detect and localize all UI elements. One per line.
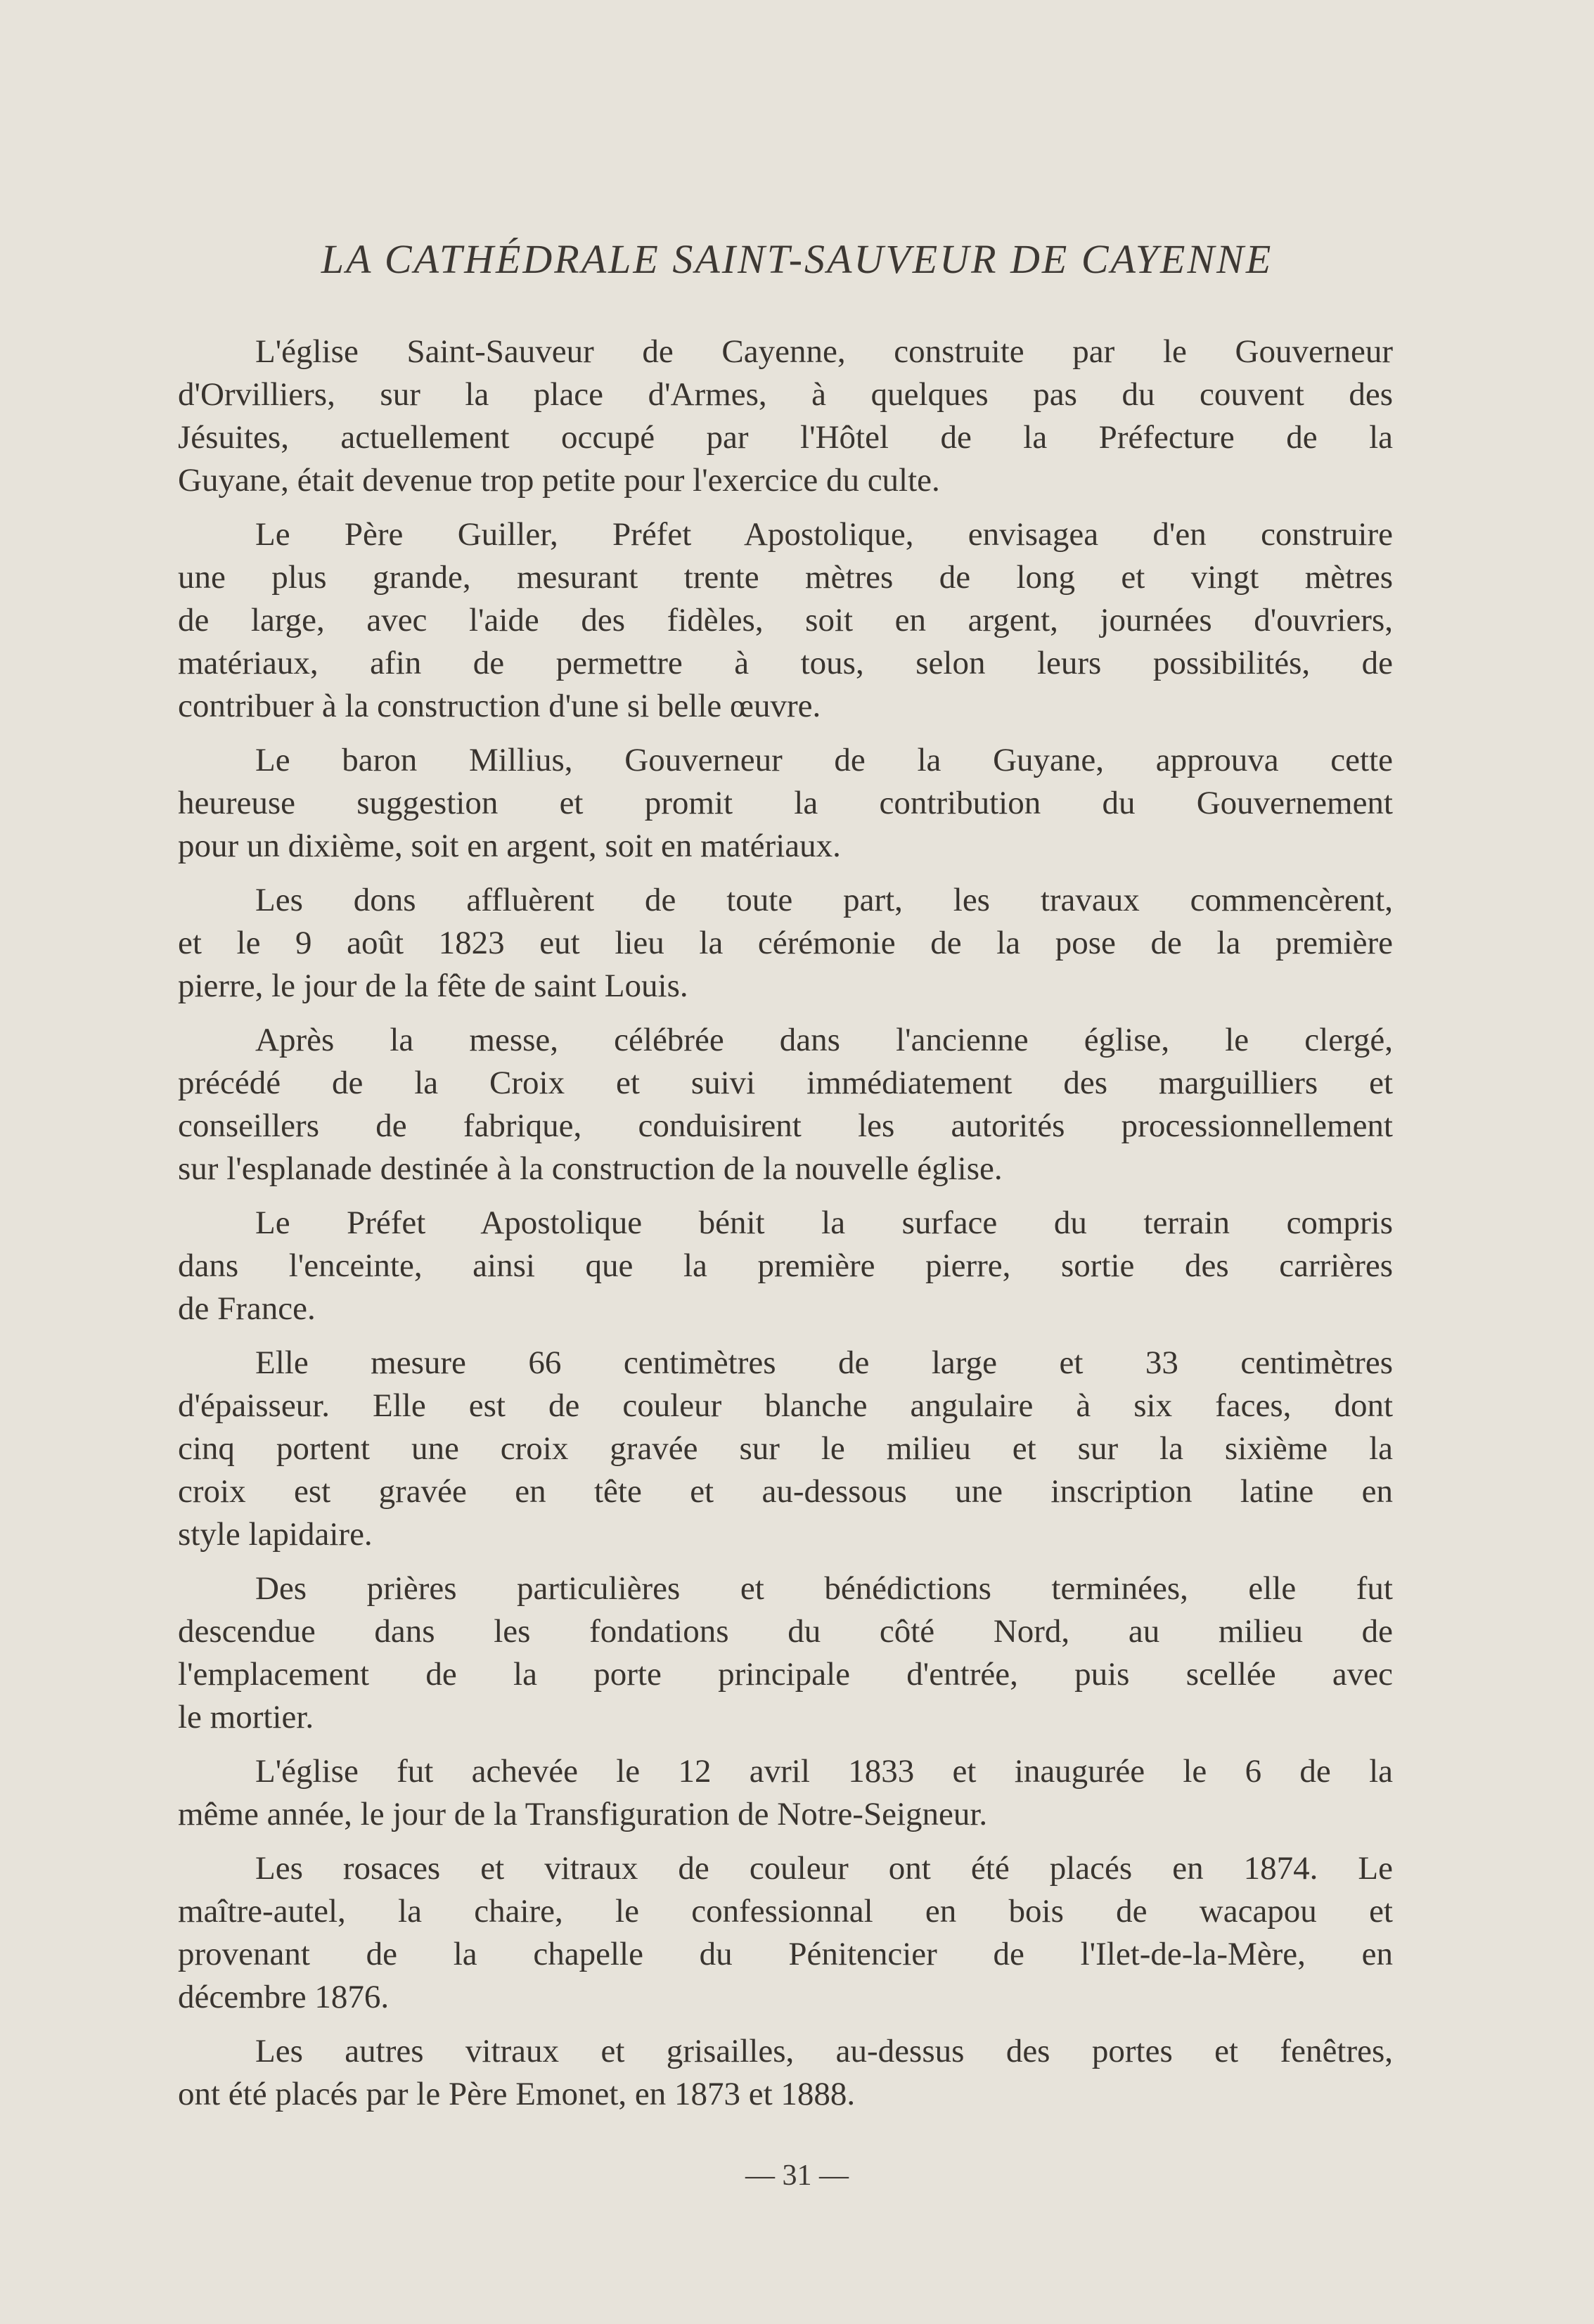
paragraph — [178, 330, 1393, 502]
text-line: Le Préfet Apostolique bénit la surface du terrain compris — [255, 1205, 1393, 1241]
text-line: une plus grande, mesurant trente mètres de long et vingt mètres — [178, 559, 1393, 596]
text-line: heureuse suggestion et promit la contribution du Gouvernement — [178, 785, 1393, 821]
text-line: L'église fut achevée le 12 avril 1833 et inaugurée le 6 de la — [255, 1753, 1393, 1790]
paragraph — [178, 1847, 1393, 2019]
text-line: L'église Saint-Sauveur de Cayenne, construite par le Gouverneur — [255, 333, 1393, 370]
page-title: LA CATHÉDRALE SAINT-SAUVEUR DE CAYENNE — [321, 236, 1273, 282]
text-line: croix est gravée en tête et au-dessous une inscription latine en — [178, 1473, 1393, 1510]
paragraph — [178, 739, 1393, 868]
text-line: matériaux, afin de permettre à tous, selon leurs possibilités, de — [178, 645, 1393, 681]
text-line: l'emplacement de la porte principale d'entrée, puis scellée avec — [178, 1656, 1393, 1693]
body-text — [178, 330, 1393, 2127]
text-line: contribuer à la construction d'une si belle œuvre. — [178, 688, 821, 724]
text-line: Jésuites, actuellement occupé par l'Hôtel de la Préfecture de la — [178, 419, 1393, 456]
text-line: Le baron Millius, Gouverneur de la Guyane, approuva cette — [255, 742, 1393, 778]
paragraph — [178, 1342, 1393, 1556]
page-number: — 31 — — [745, 2159, 849, 2192]
paragraph — [178, 879, 1393, 1008]
text-line: Les rosaces et vitraux de couleur ont été placés en 1874. Le — [255, 1850, 1393, 1887]
paragraph — [178, 1202, 1393, 1330]
paragraph — [178, 1567, 1393, 1739]
text-line: de France. — [178, 1290, 316, 1327]
text-line: Guyane, était devenue trop petite pour l'exercice du culte. — [178, 462, 940, 499]
text-line: d'épaisseur. Elle est de couleur blanche angulaire à six faces, dont — [178, 1387, 1393, 1424]
text-line: sur l'esplanade destinée à la construction de la nouvelle église. — [178, 1150, 1003, 1187]
paragraph — [178, 2030, 1393, 2116]
text-line: dans l'enceinte, ainsi que la première pierre, sortie des carrières — [178, 1247, 1393, 1284]
text-line: et le 9 août 1823 eut lieu la cérémonie de la pose de la première — [178, 925, 1393, 961]
text-line: maître-autel, la chaire, le confessionnal en bois de wacapou et — [178, 1893, 1393, 1930]
text-line: Le Père Guiller, Préfet Apostolique, envisagea d'en construire — [255, 516, 1393, 553]
text-line: Après la messe, célébrée dans l'ancienne église, le clergé, — [255, 1022, 1393, 1058]
text-line: Les autres vitraux et grisailles, au-dessus des portes et fenêtres, — [255, 2033, 1393, 2069]
text-line: Des prières particulières et bénédictions terminées, elle fut — [255, 1570, 1393, 1607]
text-line: style lapidaire. — [178, 1516, 373, 1553]
text-line: pierre, le jour de la fête de saint Louis. — [178, 968, 688, 1004]
text-line: conseillers de fabrique, conduisirent les autorités processionnellement — [178, 1108, 1393, 1144]
text-line: le mortier. — [178, 1699, 314, 1735]
text-line: précédé de la Croix et suivi immédiatement des marguilliers et — [178, 1065, 1393, 1101]
text-line: Les dons affluèrent de toute part, les travaux commencèrent, — [255, 882, 1393, 918]
text-line: même année, le jour de la Transfiguration de Notre-Seigneur. — [178, 1796, 988, 1832]
text-line: provenant de la chapelle du Pénitencier de l'Ilet-de-la-Mère, en — [178, 1936, 1393, 1972]
text-line: Elle mesure 66 centimètres de large et 33 centimètres — [255, 1344, 1393, 1381]
text-line: ont été placés par le Père Emonet, en 1873 et 1888. — [178, 2076, 856, 2112]
text-line: d'Orvilliers, sur la place d'Armes, à quelques pas du couvent des — [178, 376, 1393, 413]
text-line: cinq portent une croix gravée sur le milieu et sur la sixième la — [178, 1430, 1393, 1467]
paragraph — [178, 1019, 1393, 1190]
paragraph — [178, 1750, 1393, 1836]
text-line: pour un dixième, soit en argent, soit en matériaux. — [178, 828, 841, 864]
paragraph — [178, 513, 1393, 728]
text-line: de large, avec l'aide des fidèles, soit en argent, journées d'ouvriers, — [178, 602, 1393, 638]
text-line: descendue dans les fondations du côté Nord, au milieu de — [178, 1613, 1393, 1650]
text-line: décembre 1876. — [178, 1979, 390, 2015]
